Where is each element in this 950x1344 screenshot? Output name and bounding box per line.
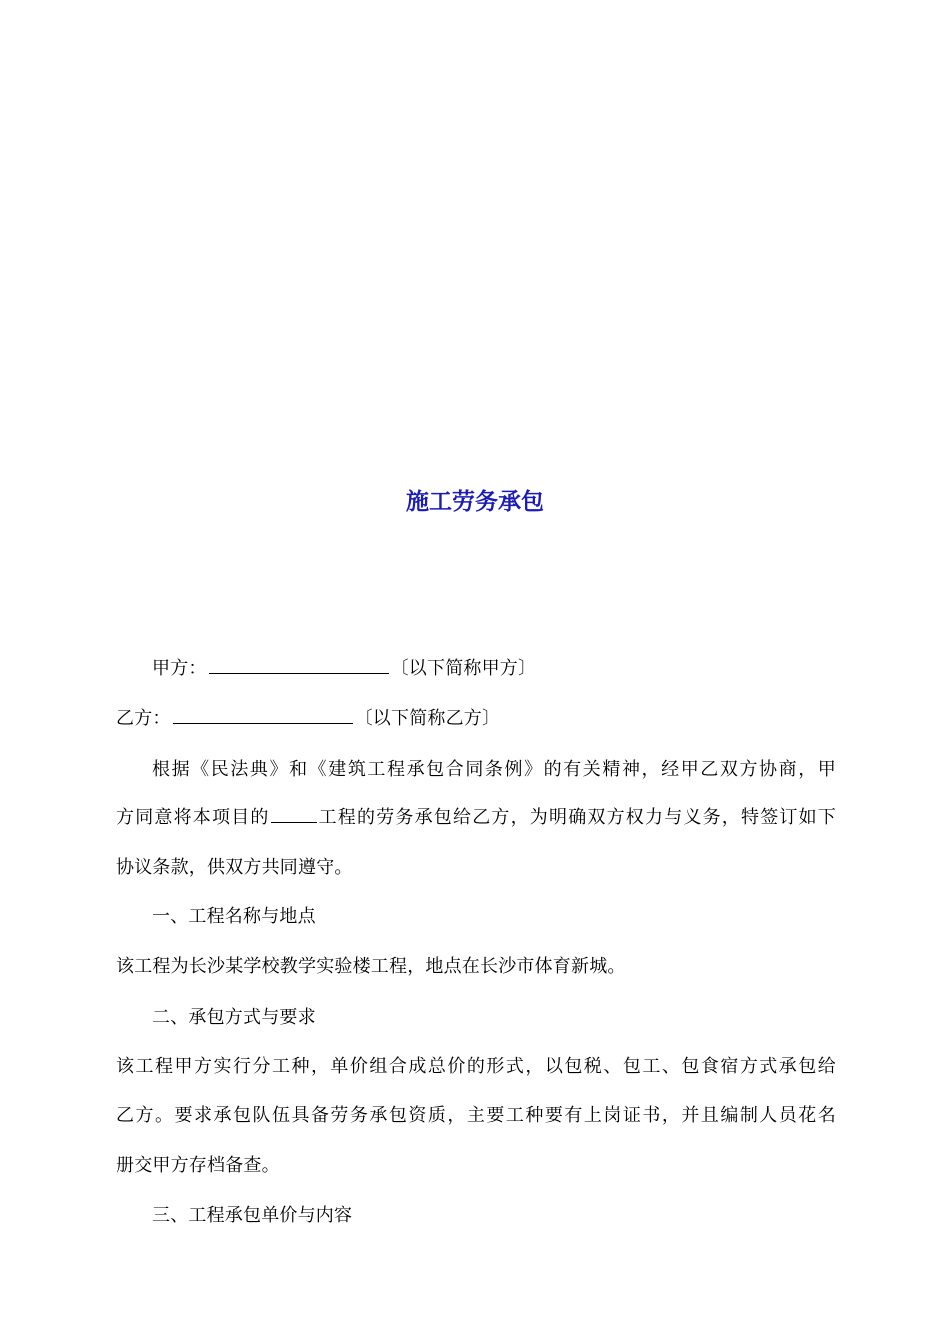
party-b-blank[interactable] bbox=[173, 704, 353, 724]
section-1-heading: 一、工程名称与地点 bbox=[152, 906, 316, 927]
project-name-blank[interactable] bbox=[271, 803, 317, 823]
document-title: 施工劳务承包 bbox=[406, 488, 544, 515]
section-3-heading: 三、工程承包单价与内容 bbox=[152, 1205, 353, 1226]
party-a-label: 甲方： bbox=[152, 658, 207, 679]
party-a-line bbox=[152, 654, 836, 684]
section-2-line-2: 乙方。要求承包队伍具备劳务承包资质，主要工种要有上岗证书，并且编制人员花名 bbox=[116, 1105, 836, 1126]
preamble-line-2-after: 工程的劳务承包给乙方，为明确双方权力与义务，特签订如下 bbox=[317, 807, 836, 828]
section-2-line-1: 该工程甲方实行分工种，单价组合成总价的形式，以包税、包工、包食宿方式承包给 bbox=[116, 1056, 836, 1077]
party-a-blank[interactable] bbox=[209, 654, 389, 674]
preamble-line-2 bbox=[116, 803, 836, 833]
section-2-line-3: 册交甲方存档备查。 bbox=[116, 1155, 280, 1176]
party-b-label: 乙方： bbox=[116, 708, 171, 729]
preamble-line-3: 协议条款，供双方共同遵守。 bbox=[116, 857, 353, 878]
section-1-line-1: 该工程为长沙某学校教学实验楼工程，地点在长沙市体育新城。 bbox=[116, 956, 626, 977]
preamble-line-2-before: 方同意将本项目的 bbox=[116, 807, 270, 828]
party-a-suffix: 〔以下简称甲方〕 bbox=[390, 658, 537, 679]
party-b-line bbox=[116, 704, 836, 734]
section-2-heading: 二、承包方式与要求 bbox=[152, 1007, 316, 1028]
party-b-suffix: 〔以下简称乙方〕 bbox=[354, 708, 501, 729]
preamble-line-1: 根据《民法典》和《建筑工程承包合同条例》的有关精神，经甲乙双方协商，甲 bbox=[152, 759, 836, 780]
